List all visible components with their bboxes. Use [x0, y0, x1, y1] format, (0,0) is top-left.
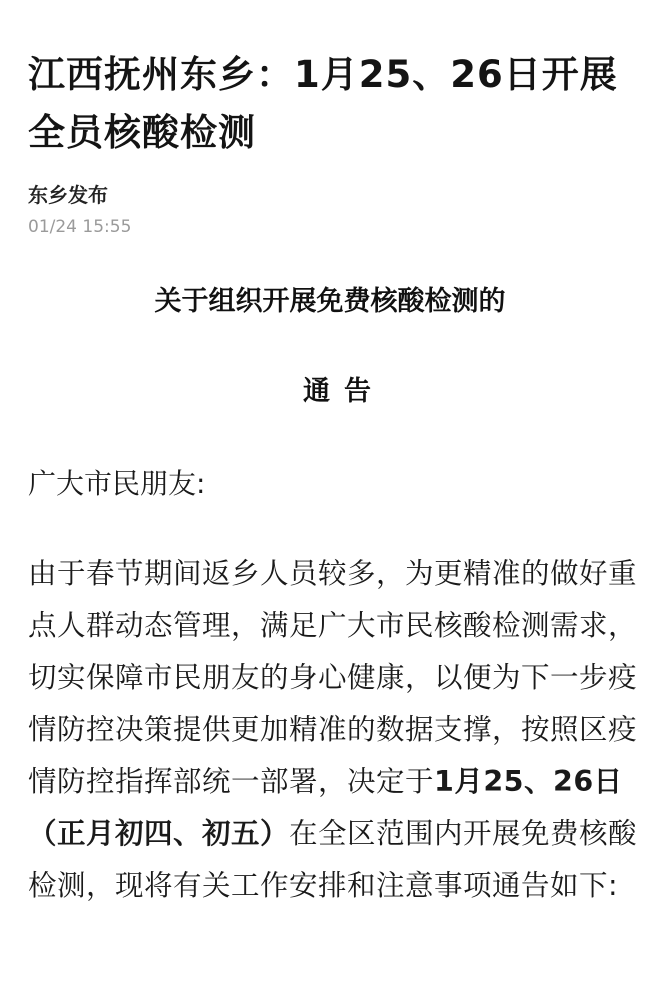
body-text-part1: 由于春节期间返乡人员较多，为更精准的做好重点人群动态管理，满足广大市民核酸检测需求，切实保障市民朋友的身心健康，以便为下一步疫情防控决策提供更加精准的数据支撑，按照区疫情防控指挥部统一部署，决定于 [28, 557, 638, 798]
article-source[interactable]: 东乡发布 [28, 183, 108, 207]
notice-heading: 关于组织开展免费核酸检测的 [154, 286, 506, 317]
body-text-part2: 在全区范围内开展免费核酸检测，现将有关工作安排和注意事项通告如下: [28, 817, 638, 902]
article-title: 江西抚州东乡：1月25、26日开展全员核酸检测 [28, 53, 618, 154]
publish-time: 01/24 15:55 [28, 217, 132, 237]
notice-heading-subtitle: 通告 [303, 376, 385, 407]
body-paragraph [28, 548, 640, 912]
salutation: 广大市民朋友: [28, 467, 206, 500]
body-text-dates: 1月25、26日（正月初四、初五） [28, 765, 623, 850]
